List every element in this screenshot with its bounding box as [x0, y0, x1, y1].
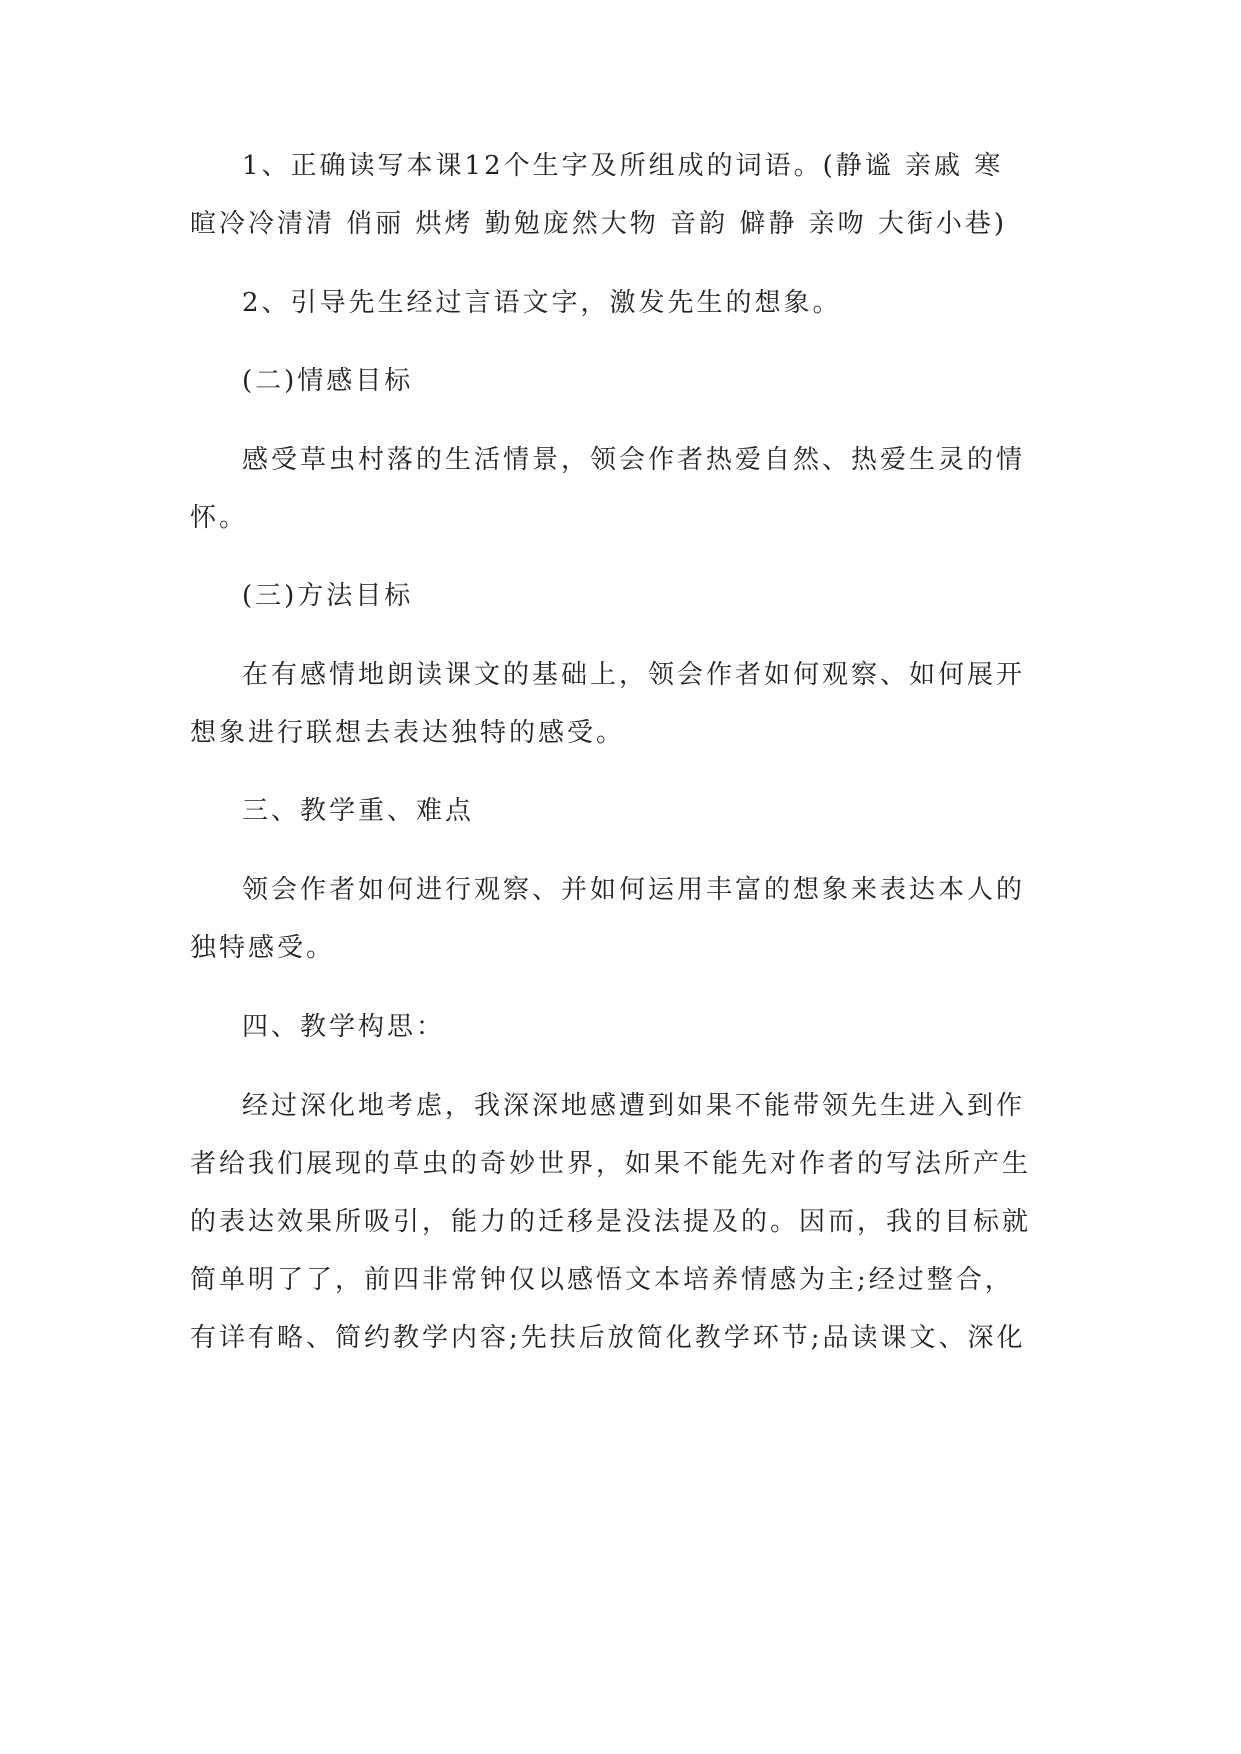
heading-method-goal [190, 567, 1050, 625]
text-line: 2、引导先生经过言语文字，激发先生的想象。 [242, 288, 842, 318]
text-line: 暄冷冷清清 俏丽 烘烤 勤勉庞然大物 音韵 僻静 亲吻 大街小巷) [190, 209, 1007, 239]
text-line: 简单明了了，前四非常钟仅以感悟文本培养情感为主;经过整合， [190, 1265, 1014, 1295]
text-line: (三)方法目标 [242, 581, 414, 611]
text-line: 领会作者如何进行观察、并如何运用丰富的想象来表达本人的 [242, 875, 1026, 905]
text-line: 感受草虫村落的生活情景，领会作者热爱自然、热爱生灵的情 [242, 445, 1026, 475]
heading-emotion-goal [190, 352, 1050, 410]
text-line: 的表达效果所吸引，能力的迁移是没法提及的。因而，我的目标就 [190, 1207, 1032, 1237]
text-line: 在有感情地朗读课文的基础上，领会作者如何观察、如何展开 [242, 660, 1026, 690]
paragraph-key-points [190, 861, 1050, 977]
text-line: 1、正确读写本课12个生字及所组成的词语。(静谧 亲戚 寒 [242, 151, 1004, 181]
paragraph-objective-1 [190, 137, 1050, 253]
heading-key-points [190, 782, 1050, 840]
text-line: 怀。 [190, 503, 249, 533]
paragraph-objective-2 [190, 274, 1050, 332]
text-line: 独特感受。 [190, 933, 336, 963]
heading-teaching-design [190, 998, 1050, 1056]
text-line: 四、教学构思： [242, 1012, 446, 1042]
paragraph-emotion-goal [190, 431, 1050, 547]
paragraph-teaching-design [190, 1077, 1050, 1367]
paragraph-method-goal [190, 646, 1050, 762]
text-line: 经过深化地考虑，我深深地感遭到如果不能带领先生进入到作 [242, 1091, 1026, 1121]
text-line: 三、教学重、难点 [242, 796, 475, 826]
text-line: (二)情感目标 [242, 366, 414, 396]
text-line: 有详有略、简约教学内容;先扶后放简化教学环节;品读课文、深化 [190, 1323, 1026, 1353]
text-line: 者给我们展现的草虫的奇妙世界，如果不能先对作者的写法所产生 [190, 1149, 1032, 1179]
text-line: 想象进行联想去表达独特的感受。 [190, 718, 626, 748]
